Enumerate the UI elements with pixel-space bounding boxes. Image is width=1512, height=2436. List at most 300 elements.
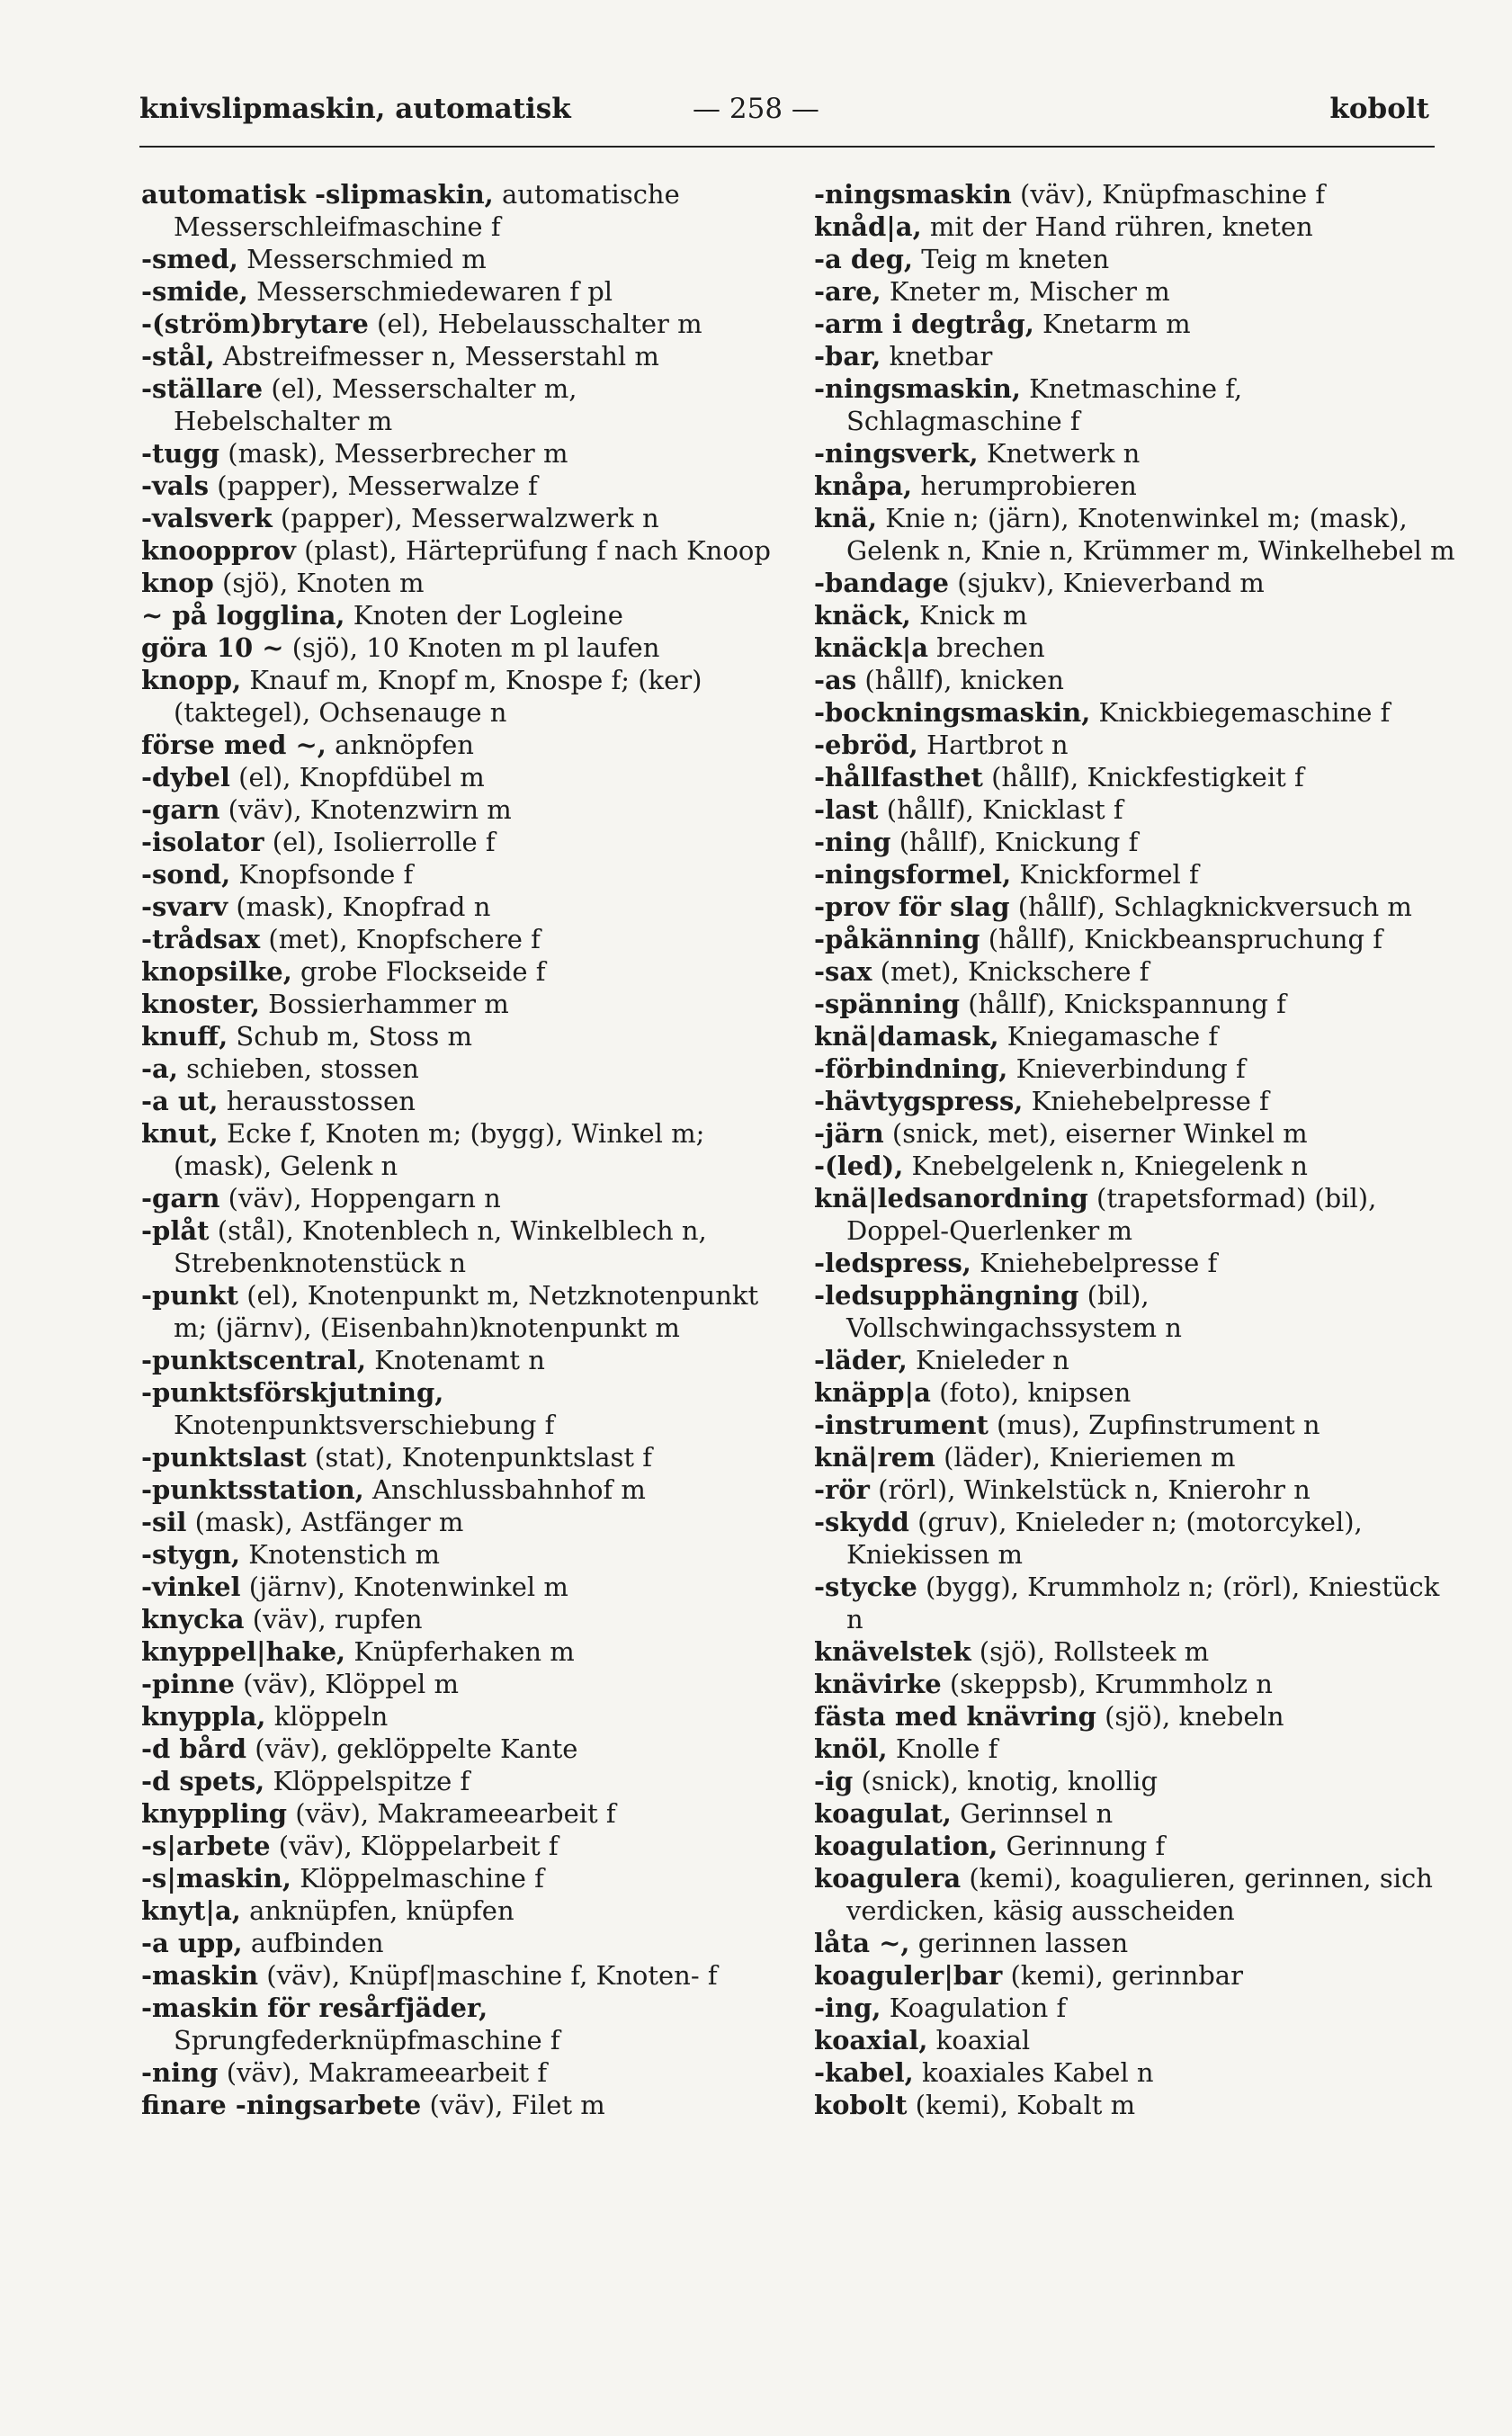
headword: -bockningsmaskin, [814,697,1091,728]
headword: knä|ledsanordning [814,1183,1088,1214]
headword: -ningsverk, [814,438,979,469]
headword: knäck, [814,600,911,631]
headword: -kabel, [814,2057,914,2088]
subentry [814,243,1460,275]
subentry [141,761,771,793]
translation: (el), Isolierrolle f [264,827,496,857]
subentry [141,1668,771,1700]
translation: (met), Knopfschere f [260,924,541,954]
headword: -s|maskin, [141,1863,292,1894]
subentry [814,1117,1460,1150]
headword: -stycke [814,1572,917,1602]
translation: Abstreifmesser n, Messerstahl m [214,341,659,372]
subentry [141,729,771,761]
translation: Knotenpunktsverschiebung f [174,1410,555,1440]
headword: knäck|a [814,632,929,663]
headword: knåd|a, [814,211,922,242]
headword: -punktsstation, [141,1474,364,1505]
page-number: — 258 — [693,93,819,125]
headword: -punktsförskjutning, [141,1377,444,1408]
headword: -ebröd, [814,730,918,760]
dictionary-entry [814,502,1460,567]
right-column [814,178,1460,2121]
translation: automatische Messerschleifmaschine f [174,179,680,242]
subentry [141,1992,771,2056]
subentry [141,891,771,923]
translation: Hartbrot n [917,730,1069,760]
running-head-left: knivslipmaskin, automatisk [139,93,571,125]
headword: knä, [814,503,878,533]
translation: Knauf m, Knopf m, Knospe f; (ker) (taktegel), Ochsenauge n [174,665,702,728]
subentry [141,1862,771,1894]
translation: schieben, stossen [177,1053,419,1084]
translation: (väv), rupfen [244,1604,423,1634]
translation: Knebelgelenk n, Kniegelenk n [903,1151,1308,1181]
headword: knä|damask, [814,1021,999,1052]
headword: knop [141,568,214,598]
headword: -prov för slag [814,891,1010,922]
dictionary-entry [141,1020,771,1052]
headword: knyppel|hake, [141,1636,346,1667]
headword: låta ~, [814,1928,910,1958]
headword: -ledspress, [814,1248,971,1278]
subentry [141,1571,771,1603]
translation: (väv), Filet m [421,2090,605,2120]
subentry [141,1538,771,1571]
translation: (bygg), Krummholz n; (rörl), Kniestück n [846,1572,1440,1634]
dictionary-entry [141,534,771,567]
header-rule [139,146,1435,148]
headword: -instrument [814,1410,989,1440]
translation: (stat), Knotenpunktslast f [306,1442,652,1473]
dictionary-entry [814,631,1460,664]
headword: knyppla, [141,1701,266,1732]
subentry [814,1279,1460,1344]
headword: -sil [141,1507,187,1537]
translation: Kniegamasche f [998,1021,1219,1052]
subentry [141,470,771,502]
translation: knetbar [881,341,993,372]
dictionary-entry [141,1797,771,1830]
headword: -isolator [141,827,264,857]
translation: Knoten der Logleine [344,600,623,631]
translation: (väv), Makrameearbeit f [286,1798,616,1829]
headword: koagulera [814,1863,962,1894]
dictionary-entry [814,2024,1460,2056]
headword: -trådsax [141,924,261,954]
headword: -hållfasthet [814,762,983,793]
translation: Bossierhammer m [259,989,509,1019]
translation: (hållf), Knickfestigkeit f [982,762,1304,793]
subentry [814,1409,1460,1441]
headword: -stål, [141,341,215,372]
translation: (snick), knotig, knollig [853,1766,1159,1796]
translation: (met), Knickschere f [872,956,1150,987]
headword: -ning [814,827,891,857]
subentry [814,1765,1460,1797]
subentry [814,1571,1460,1635]
translation: (mask), Messerbrecher m [219,438,568,469]
headword: -ställare [141,373,264,404]
headword: -garn [141,794,220,825]
translation: (väv), Makrameearbeit f [218,2057,548,2088]
headword: koaguler|bar [814,1960,1003,1991]
headword: -bandage [814,568,949,598]
dictionary-entry [814,1700,1460,1733]
dictionary-entry [814,2089,1460,2121]
headword: göra 10 ~ [141,632,284,663]
subentry [141,2089,771,2121]
subentry [141,1733,771,1765]
translation: Knetwerk n [978,438,1141,469]
dictionary-entry [141,988,771,1020]
translation: mit der Hand rühren, kneten [921,211,1313,242]
headword: koaxial, [814,2025,928,2055]
subentry [141,275,771,308]
dictionary-entry [814,1959,1460,1992]
running-head-right: kobolt [1329,93,1429,125]
translation: (järnv), Knotenwinkel m [240,1572,568,1602]
translation: (skeppsb), Krummholz n [941,1669,1273,1699]
translation: (väv), geklöppelte Kante [246,1733,578,1764]
translation: Koagulation f [881,1993,1067,2023]
headword: -smed, [141,244,238,274]
headword: fästa med knävring [814,1701,1096,1732]
subentry [141,1279,771,1344]
headword: -sond, [141,859,231,890]
dictionary-entry [814,1830,1460,1862]
translation: (stål), Knotenblech n, Winkelblech n, Strebenknotenstück n [174,1215,707,1278]
dictionary-entry [141,1700,771,1733]
translation: Gerinnsel n [951,1798,1114,1829]
subentry [141,1376,771,1441]
subentry [814,437,1460,470]
translation: (snick, met), eiserner Winkel m [883,1118,1308,1149]
headword: koagulat, [814,1798,952,1829]
translation: (kemi), Kobalt m [907,2090,1136,2120]
headword: -ig [814,1766,854,1796]
subentry [814,340,1460,372]
translation: Knetmaschine f, Schlagmaschine f [846,373,1243,436]
translation: grobe Flockseide f [291,956,546,987]
translation: (hållf), knicken [856,665,1064,695]
translation: Knetarm m [1033,309,1191,339]
translation: anknüpfen, knüpfen [240,1895,514,1926]
translation: (el), Knopfdübel m [229,762,485,793]
translation: (sjö), 10 Knoten m pl laufen [283,632,660,663]
headword: knyppling [141,1798,287,1829]
subentry [141,1830,771,1862]
headword: knyt|a, [141,1895,241,1926]
headword: -skydd [814,1507,909,1537]
dictionary-entry [814,470,1460,502]
headword: förse med ~, [141,730,327,760]
translation: Messerschmiedewaren f pl [247,276,613,307]
headword: knoopprov [141,535,296,566]
subentry [814,1344,1460,1376]
headword: knopp, [141,665,242,695]
headword: -punktslast [141,1442,307,1473]
subentry [814,1247,1460,1279]
dictionary-entry [141,955,771,988]
translation: Knotenamt n [366,1345,545,1375]
translation: Knolle f [887,1733,998,1764]
subentry [141,1441,771,1473]
translation: Klöppelspitze f [264,1766,470,1796]
subentry [814,275,1460,308]
translation: (väv), Hoppengarn n [219,1183,501,1214]
headword: -svarv [141,891,228,922]
subentry [141,243,771,275]
translation: (mask), Astfänger m [186,1507,464,1537]
translation: Knieverbindung f [1007,1053,1246,1084]
subentry [814,955,1460,988]
translation: Knotenstich m [240,1539,441,1570]
dictionary-entry [141,1894,771,1927]
translation: Anschlussbahnhof m [363,1474,646,1505]
translation: (sjö), Rollsteek m [971,1636,1210,1667]
dictionary-entry [141,1117,771,1182]
subentry [141,599,771,631]
translation: (väv), Klöppel m [234,1669,459,1699]
headword: -are, [814,276,881,307]
translation: Klöppelmaschine f [291,1863,544,1894]
headword: -garn [141,1183,220,1214]
subentry [141,2056,771,2089]
translation: (sjukv), Knieverband m [948,568,1265,598]
translation: (el), Hebelausschalter m [368,309,702,339]
dictionary-entry [814,1797,1460,1830]
subentry [814,1052,1460,1085]
headword: -ledsupphängning [814,1280,1079,1311]
subentry [141,1085,771,1117]
headword: -påkänning [814,924,980,954]
subentry [814,567,1460,599]
headword: -valsverk [141,503,273,533]
translation: koaxial [927,2025,1031,2055]
translation: Messerschmied m [237,244,487,274]
subentry [141,1506,771,1538]
subentry [141,437,771,470]
subentry [141,1214,771,1279]
subentry [814,664,1460,696]
translation: (sjö), knebeln [1096,1701,1284,1732]
headword: knä|rem [814,1442,935,1473]
translation: Knopfsonde f [230,859,414,890]
subentry [814,761,1460,793]
headword: -punkt [141,1280,238,1311]
headword: -a upp, [141,1928,243,1958]
headword: -stygn, [141,1539,241,1570]
translation: (väv), Knüpf|maschine f, Knoten- f [258,1960,718,1991]
translation: (väv), Klöppelarbeit f [270,1831,559,1861]
translation: Knie n; (järn), Knotenwinkel m; (mask), Gelenk n, Knie n, Krümmer m, Winkelhebel m [846,503,1455,566]
headword: -plåt [141,1215,210,1246]
subentry [141,858,771,891]
translation: (kemi), gerinnbar [1002,1960,1243,1991]
subentry [814,988,1460,1020]
headword: -ningsmaskin, [814,373,1021,404]
dictionary-entry [814,1733,1460,1765]
translation: (papper), Messerwalzwerk n [272,503,659,533]
headword: -tugg [141,438,220,469]
translation: klöppeln [265,1701,389,1732]
subentry [814,793,1460,826]
headword: kobolt [814,2090,908,2120]
headword: -spänning [814,989,960,1019]
headword: knut, [141,1118,219,1149]
headword: -vinkel [141,1572,241,1602]
headword: -a, [141,1053,178,1084]
dictionary-entry [141,664,771,729]
translation: Knickbiegemaschine f [1090,697,1391,728]
translation: (väv), Knüpfmaschine f [1011,179,1326,210]
translation: Kniehebelpresse f [971,1248,1218,1278]
translation: (rörl), Winkelstück n, Knierohr n [869,1474,1311,1505]
translation: Ecke f, Knoten m; (bygg), Winkel m; (mask), Gelenk n [174,1118,705,1181]
headword: -järn [814,1118,884,1149]
translation: (el), Knotenpunkt m, Netzknotenpunkt m; (järnv), (Eisenbahn)knotenpunkt m [174,1280,759,1343]
dictionary-entry [141,1635,771,1668]
headword: knåpa, [814,470,913,501]
translation: (el), Messerschalter m, Hebelschalter m [174,373,577,436]
headword: -ing, [814,1993,881,2023]
subentry [141,1959,771,1992]
translation: (sjö), Knoten m [213,568,425,598]
translation: Sprungfederknüpfmaschine f [174,2025,560,2055]
headword: -maskin [141,1960,259,1991]
headword: knycka [141,1604,245,1634]
headword: -förbindning, [814,1053,1008,1084]
headword: -arm i degtråg, [814,309,1034,339]
subentry [814,2056,1460,2089]
subentry [141,308,771,340]
headword: -ningsformel, [814,859,1012,890]
headword: -a deg, [814,244,914,274]
headword: -d bård [141,1733,247,1764]
dictionary-entry [814,1376,1460,1409]
headword: -maskin för resårfjäder, [141,1993,488,2023]
translation: (hållf), Knickbeanspruchung f [980,924,1382,954]
headword: -s|arbete [141,1831,271,1861]
translation: (trapetsformad) (bil), Doppel-Querlenker m [846,1183,1377,1246]
headword: knäpp|a [814,1377,931,1408]
headword: -(led), [814,1151,904,1181]
translation: anknöpfen [326,730,474,760]
subentry [814,826,1460,858]
subentry [141,178,771,243]
dictionary-entry [814,1635,1460,1668]
translation: brechen [928,632,1045,663]
headword: knoster, [141,989,260,1019]
translation: Schub m, Stoss m [228,1021,473,1052]
headword: koagulation, [814,1831,998,1861]
headword: ~ på logglina, [141,600,345,631]
dictionary-entry [814,1020,1460,1052]
translation: (plast), Härteprüfung f nach Knoop [295,535,771,566]
subentry [814,1927,1460,1959]
subentry [814,1473,1460,1506]
headword: -pinne [141,1669,235,1699]
translation: Gerinnung f [998,1831,1166,1861]
subentry [141,826,771,858]
translation: (gruv), Knieleder n; (motorcykel), Kniekissen m [846,1507,1363,1570]
headword: -dybel [141,762,230,793]
headword: knopsilke, [141,956,292,987]
subentry [814,1506,1460,1571]
translation: Kneter m, Mischer m [881,276,1170,307]
translation: Knieleder n [907,1345,1069,1375]
left-column [141,178,771,2121]
subentry [814,696,1460,729]
translation: gerinnen lassen [909,1928,1129,1958]
dictionary-entry [814,1441,1460,1473]
subentry [141,502,771,534]
subentry [141,1765,771,1797]
subentry [814,178,1460,210]
dictionary-entry [141,567,771,599]
headword: knuff, [141,1021,228,1052]
headword: -ning [141,2057,219,2088]
translation: Kniehebelpresse f [1023,1086,1269,1116]
translation: (läder), Knieriemen m [935,1442,1236,1473]
headword: -a ut, [141,1086,219,1116]
subentry [141,1052,771,1085]
translation: Knick m [910,600,1028,631]
translation: aufbinden [242,1928,384,1958]
headword: -hävtygspress, [814,1086,1024,1116]
subentry [141,923,771,955]
translation: (hållf), Knickspannung f [959,989,1286,1019]
translation: (papper), Messerwalze f [209,470,538,501]
translation: (bil), Vollschwingachssystem n [846,1280,1182,1343]
headword: -(ström)brytare [141,309,369,339]
dictionary-entry [814,210,1460,243]
translation: koaxiales Kabel n [913,2057,1154,2088]
subentry [141,1182,771,1214]
headword: -rör [814,1474,870,1505]
dictionary-entry [814,1182,1460,1247]
translation: (mask), Knopfrad n [228,891,491,922]
dictionary-entry [814,1862,1460,1927]
subentry [141,1344,771,1376]
headword: -last [814,794,879,825]
headword: -bar, [814,341,881,372]
subentry [814,1150,1460,1182]
headword: -punktscentral, [141,1345,367,1375]
translation: Knickformel f [1011,859,1199,890]
translation: (kemi), koagulieren, gerinnen, sich verdicken, käsig ausscheiden [846,1863,1433,1926]
translation: herausstossen [218,1086,416,1116]
subentry [141,631,771,664]
translation: (hållf), Schlagknickversuch m [1009,891,1412,922]
subentry [141,372,771,437]
dictionary-entry [141,1603,771,1635]
headword: knöl, [814,1733,888,1764]
translation: (hållf), Knickung f [890,827,1139,857]
dictionary-entry [814,1668,1460,1700]
subentry [141,1927,771,1959]
headword: -smide, [141,276,248,307]
headword: -d spets, [141,1766,265,1796]
subentry [814,891,1460,923]
translation: (foto), knipsen [930,1377,1132,1408]
translation: (mus), Zupfinstrument n [988,1410,1320,1440]
translation: herumprobieren [912,470,1137,501]
subentry [814,308,1460,340]
headword: -sax [814,956,872,987]
translation: Knüpferhaken m [345,1636,575,1667]
